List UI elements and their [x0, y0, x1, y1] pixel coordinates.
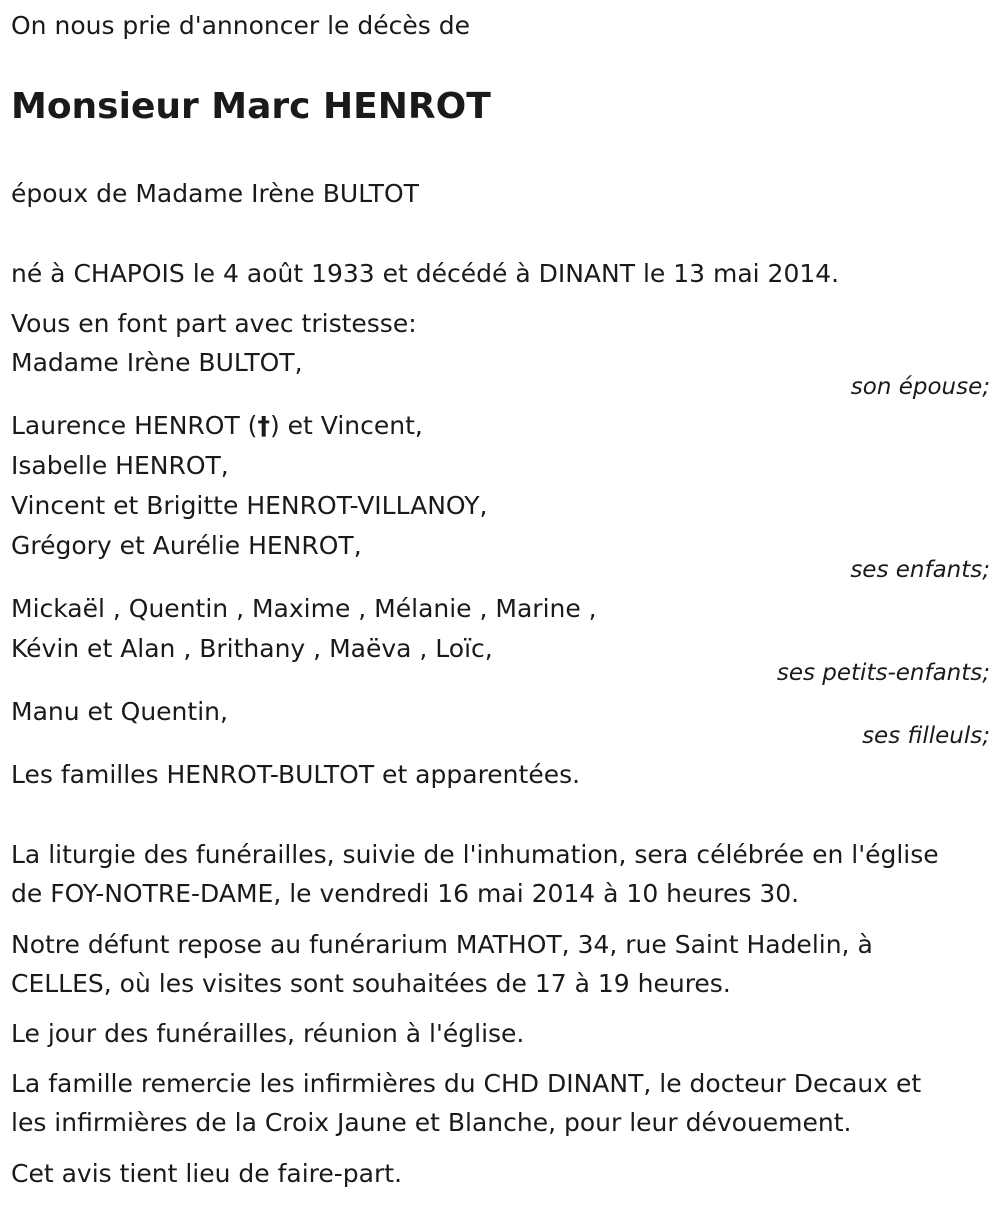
spouse-name: Madame Irène BULTOT, — [11, 348, 303, 377]
grandchildren-line-2: Kévin et Alan , Brithany , Maëva , Loïc, — [11, 634, 493, 663]
liturgy-line-2: de FOY-NOTRE-DAME, le vendredi 16 mai 2014 à 10 heures 30. — [11, 879, 800, 908]
rest-line-1: Notre défunt repose au funérarium MATHOT, 34, rue Saint Hadelin, à — [11, 930, 873, 959]
grandchildren-line-1: Mickaël , Quentin , Maxime , Mélanie , Marine , — [11, 594, 597, 623]
rest-line-2: CELLES, où les visites sont souhaitées de 17 à 19 heures. — [11, 969, 731, 998]
child-line-1 — [11, 406, 423, 446]
meeting-line: Le jour des funérailles, réunion à l'église. — [11, 1019, 525, 1048]
deceased-name: Monsieur Marc HENROT — [11, 86, 491, 127]
child-line-4: Grégory et Aurélie HENROT, — [11, 531, 362, 560]
thanks-line-2: les infirmières de la Croix Jaune et Blanche, pour leur dévouement. — [11, 1108, 852, 1137]
grandchildren-role: ses petits-enfants; — [776, 660, 990, 686]
godchildren-line: Manu et Quentin, — [11, 697, 228, 726]
child-1-partner: ) et Vincent, — [269, 411, 423, 440]
cross-symbol: † — [257, 411, 270, 440]
closing-line: Cet avis tient lieu de faire-part. — [11, 1159, 403, 1188]
child-line-2: Isabelle HENROT, — [11, 451, 229, 480]
children-role: ses enfants; — [850, 557, 990, 583]
spouse-line: époux de Madame Irène BULTOT — [11, 179, 419, 208]
spouse-role: son épouse; — [850, 374, 990, 400]
birth-death-line: né à CHAPOIS le 4 août 1933 et décédé à DINANT le 13 mai 2014. — [11, 259, 840, 288]
child-1-name: Laurence HENROT ( — [11, 411, 258, 440]
child-line-3: Vincent et Brigitte HENROT-VILLANOY, — [11, 491, 488, 520]
godchildren-role: ses filleuls; — [862, 723, 990, 749]
families-line: Les familles HENROT-BULTOT et apparentées. — [11, 760, 581, 789]
intro-text: On nous prie d'annoncer le décès de — [11, 11, 470, 40]
sharing-line: Vous en font part avec tristesse: — [11, 309, 417, 338]
liturgy-line-1: La liturgie des funérailles, suivie de l'inhumation, sera célébrée en l'église — [11, 840, 939, 869]
thanks-line-1: La famille remercie les infirmières du CHD DINANT, le docteur Decaux et — [11, 1069, 922, 1098]
